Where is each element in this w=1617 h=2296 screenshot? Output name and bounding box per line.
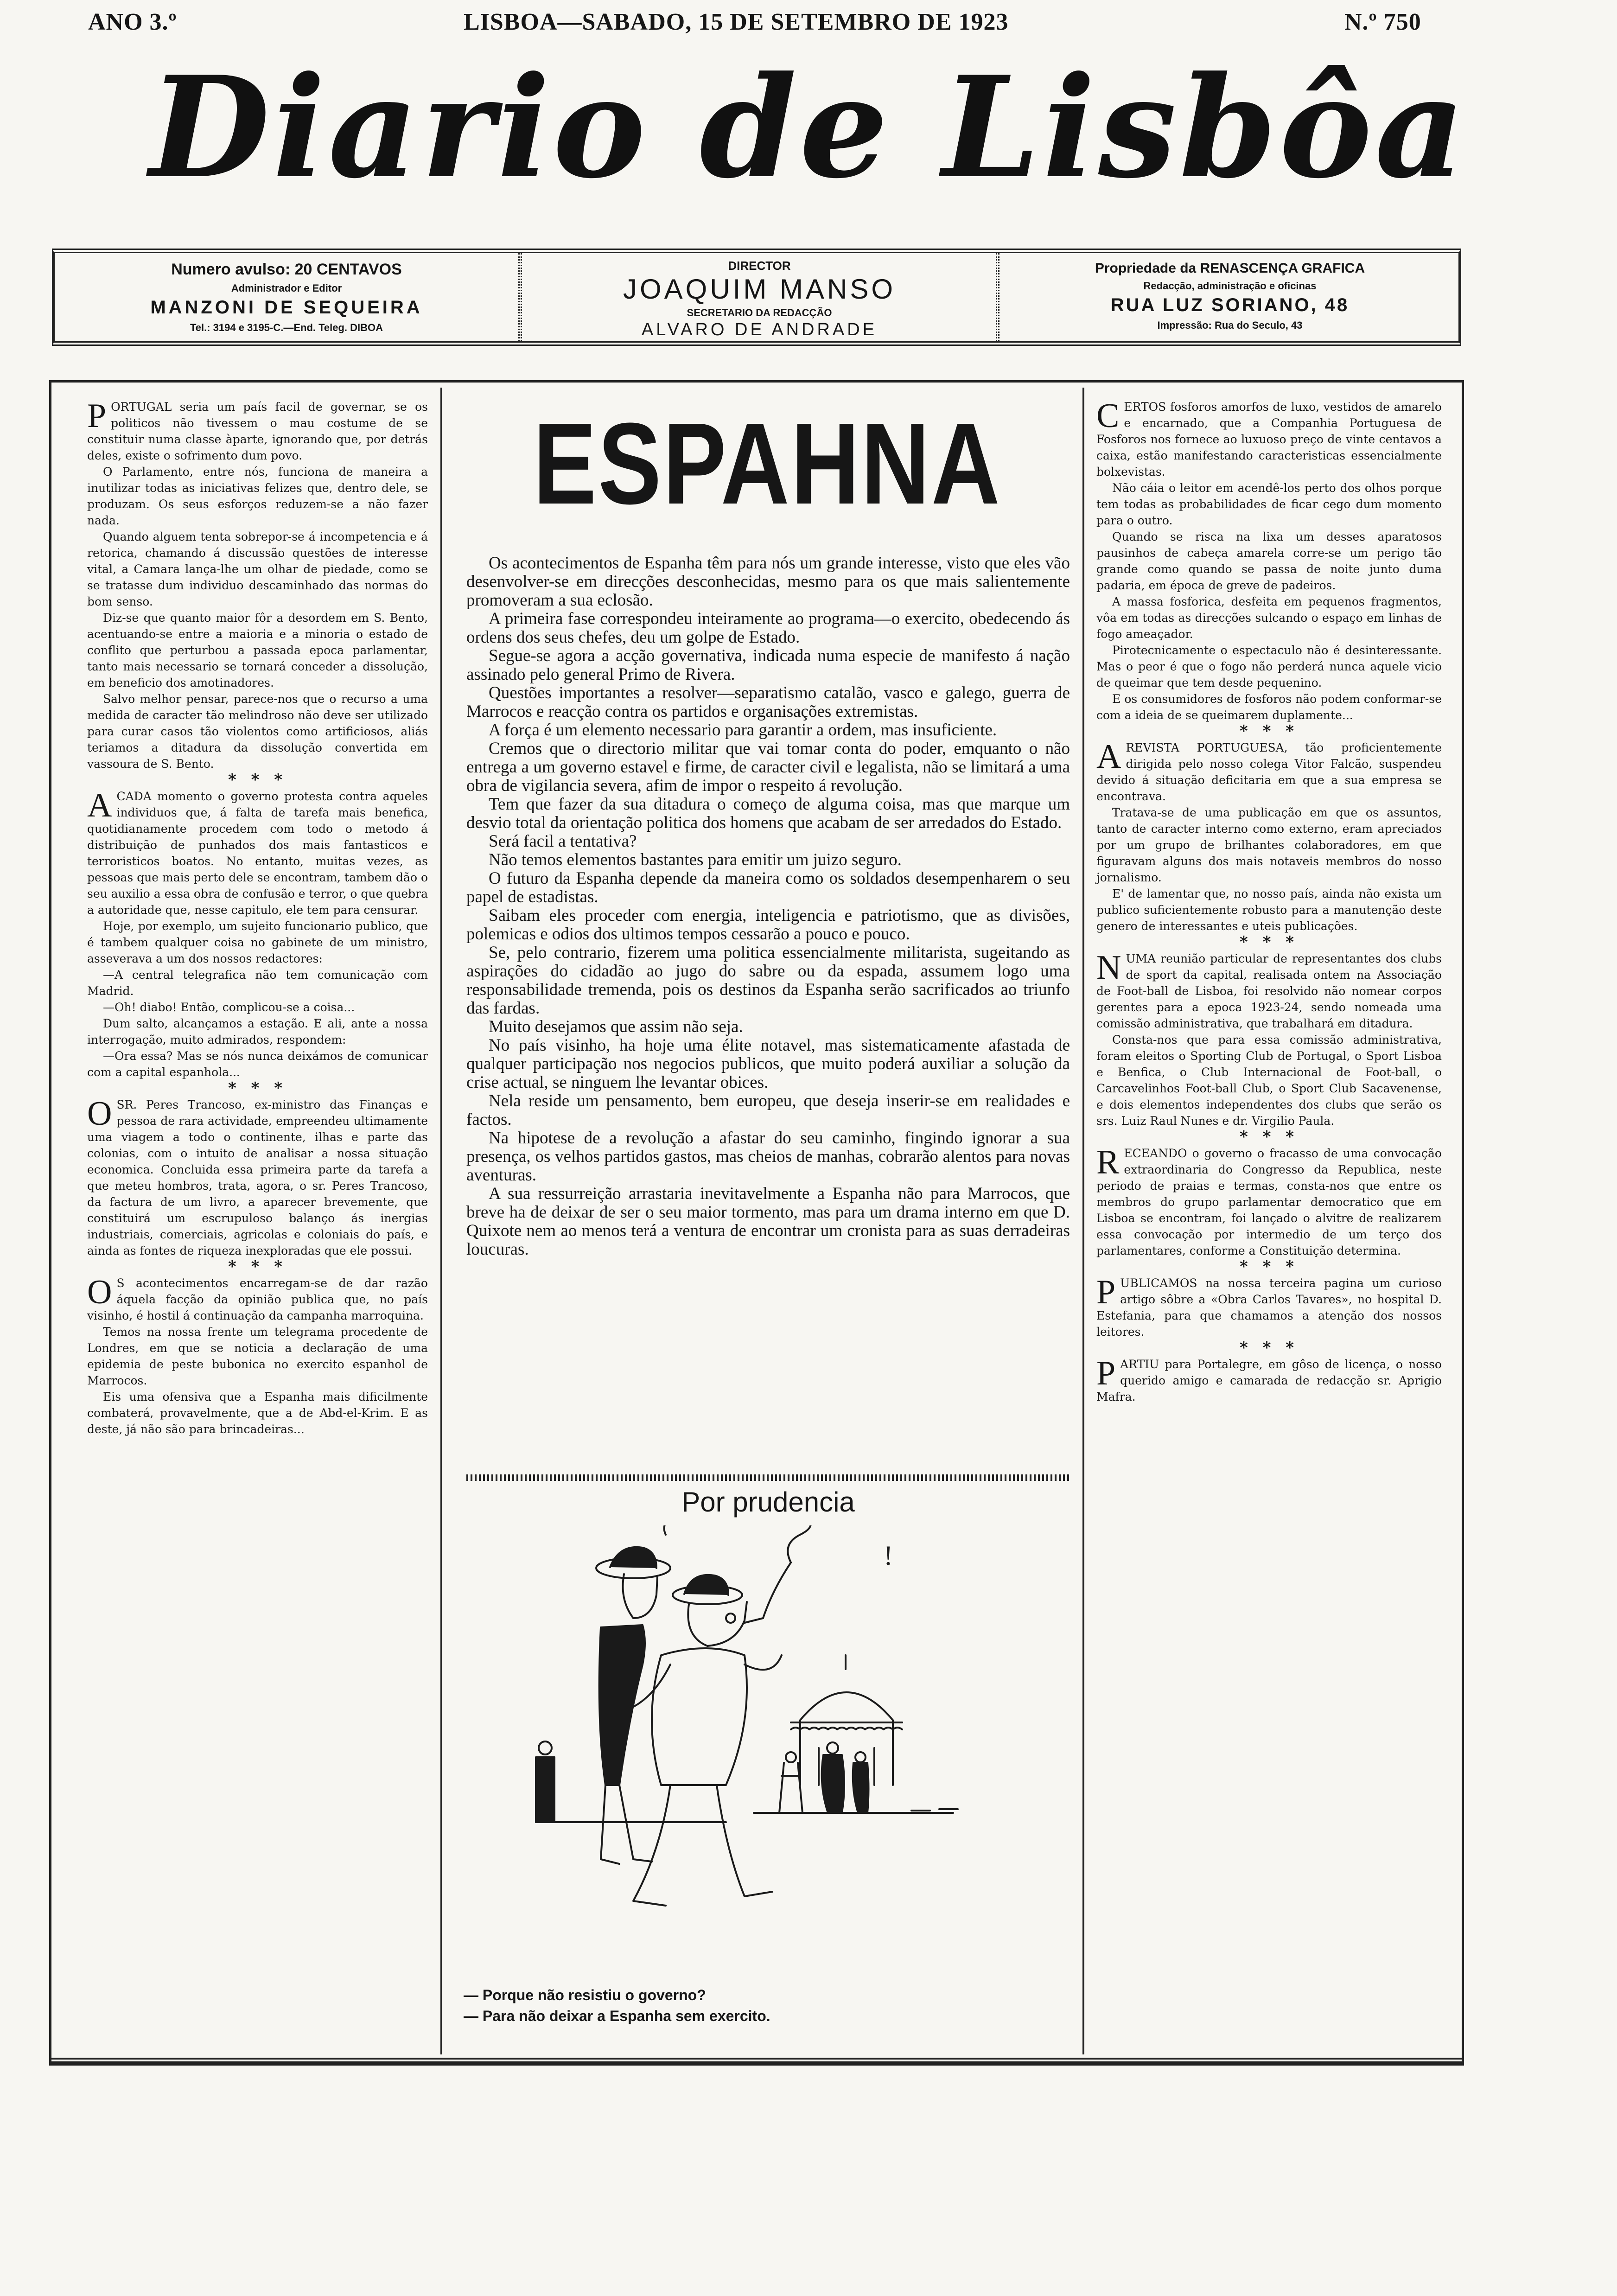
article-text: Consta-nos que para essa comissão administrativa, foram eleitos o Sporting Club de Portugal, o Sport Lisboa e Benfica, o Club Internacional de Foot-ball, o Carcavelinhos Foot-ball Club, o Sport Club Sacavenense, e dois elementos independentes dos clubs que serão os srs. Luiz Raul Nunes e dr. Virgilio Paula. [1096, 1033, 1442, 1128]
section-separator: * * * [1239, 1339, 1299, 1357]
article-text: UBLICAMOS na nossa terceira pagina um curioso artigo sôbre a «Obra Carlos Tavares», no hospital D. Estefania, para que chamamos a atenção dos nossos leitores. [1096, 1276, 1442, 1339]
dome-building [800, 1692, 893, 1785]
article-text: A força é um elemento necessario para garantir a ordem, mas insuficiente. [489, 721, 997, 740]
article-text: Saibam eles proceder com energia, inteligencia e patriotismo, que as divisões, polemicas e odios dos ultimos tempos cessarão a pouco e pouco. [466, 906, 1070, 944]
article-congress [1096, 1145, 1442, 1259]
price-line: Numero avulso: 20 CENTAVOS [171, 261, 402, 278]
drop-cap: O [87, 1273, 112, 1311]
article-text: Segue-se agora a acção governativa, indicada numa especie de manifesto á nação assinado pelo general Primo de Rivera. [466, 646, 1070, 684]
article-text: Diz-se que quanto maior fôr a desordem em S. Bento, acentuando-se entre a maioria e a minoria o estado de conflito que perturbou a passada epoca parlamentar, tanto mais necessario se tornará conceder a dissolução, em beneficio dos amotinadores. [87, 611, 428, 689]
article-text: E' de lamentar que, no nosso país, ainda não exista um publico suficientemente robusto para a manutenção deste genero de interessantes e uteis publicações. [1096, 887, 1442, 933]
issue-number: N.º 750 [1344, 9, 1421, 35]
drop-cap: A [1096, 738, 1121, 776]
cartoon-caption-question: — Porque não resistiu o governo? [464, 1987, 706, 2003]
article-text: —Oh! diabo! Então, complicou-se a coisa... [103, 1001, 355, 1014]
article-third-page [1096, 1275, 1442, 1340]
article-text: Cremos que o directorio militar que vai tomar conta do poder, emquanto o não entrega a um governo estavel e firme, de caracter civil e legalista, não se limitará a uma obra de vigilancia severa, afim de impor o respeito á revolução. [466, 739, 1070, 795]
svg-text:!: ! [884, 1540, 893, 1571]
article-text: ORTUGAL seria um país facil de governar, se os politicos não tivessem o mau costume de se constituir numa classe àparte, ignorando que, por detrás deles, existe o sofrimento dum povo. [87, 400, 428, 462]
article-text: A primeira fase correspondeu inteiramente ao programa—o exercito, obedecendo ás ordens dos seus chefes, deu um golpe de Estado. [466, 609, 1070, 647]
drop-cap: R [1096, 1143, 1120, 1181]
article-text: Quando se risca na lixa um desses aparatosos pausinhos de cabeça amarela corre-se um perigo tão grande como quando se passa de noite junto duma padaria, em época de greve de padeiros. [1096, 530, 1442, 592]
drop-cap: P [1096, 1354, 1116, 1392]
article-text: O futuro da Espanha depende da maneira como os soldados desempenharem o seu papel de estadistas. [466, 869, 1070, 906]
article-text: Muito desejamos que assim não seja. [489, 1017, 743, 1036]
article-text: Os acontecimentos de Espanha têm para nós um grande interesse, visto que eles vão desenvolver-se em direcções desconhecidas, mesmo para os que mais salientemente promoveram a sua eclosão. [466, 554, 1070, 610]
section-separator: * * * [228, 771, 287, 789]
article-text: CADA momento o governo protesta contra aqueles individuos que, á falta de tarefa mais benefica, quotidianamente procedem com todo o metodo á distribuição de punhados dos mais fantasticos e terroristicos boatos. No entanto, muitas vezes, as pessoas que mais perto dele se encontram, tambem dão o seu auxilio a essa obra de confusão e terror, o que quebra a autoridade que, nesse capitulo, ele tem para censurar. [87, 790, 428, 917]
section-separator: * * * [228, 1079, 287, 1097]
cartoon-title: Por prudencia [681, 1486, 855, 1518]
drop-cap: A [87, 786, 112, 824]
section-separator: * * * [1239, 1128, 1299, 1146]
section-separator: * * * [1239, 933, 1299, 951]
cartoon-illustration [466, 1525, 1070, 1966]
article-matches [1096, 399, 1442, 723]
owner-line: Propriedade da RENASCENÇA GRAFICA [1095, 261, 1365, 276]
drop-cap: N [1096, 949, 1121, 987]
band-left [55, 253, 518, 341]
article-text: Não cáia o leitor em acendê-los perto dos olhos porque tem todas as probabilidades de ficar cego dum momento para o outro. [1096, 481, 1442, 527]
page-bottom-rule [49, 2058, 1464, 2063]
column-rule [440, 388, 442, 2054]
dashed-divider [466, 1474, 1070, 1481]
article-revista-portuguesa [1096, 740, 1442, 934]
article-text: Não temos elementos bastantes para emitir um juizo seguro. [489, 850, 902, 869]
telephone-line: Tel.: 3194 e 3195-C.—End. Teleg. DIBOA [190, 322, 383, 333]
masthead-title: Diario de Lisbôa [149, 45, 1468, 209]
drop-cap: O [87, 1095, 112, 1133]
secretary-name: ALVARO DE ANDRADE [641, 320, 878, 339]
article-text: Pirotecnicamente o espectaculo não é desinteressante. Mas o peor é que o fogo não perderá nunca aquele vicio de queimar que tem desde pequenino. [1096, 644, 1442, 689]
article-text: Temos na nossa frente um telegrama procedente de Londres, em que se noticia a declaração de uma epidemia de peste bubonica no exercito espanhol de Marrocos. [87, 1325, 428, 1387]
article-text: REVISTA PORTUGUESA, tão proficientemente dirigida pelo nosso colega Vitor Falcão, suspendeu devido á situação deficitaria em que a sua empresa se encontrava. [1096, 741, 1442, 803]
article-text: A massa fosforica, desfeita em pequenos fragmentos, vôa em todas as direcções sulcando o espaço em linhas de fogo ameaçador. [1096, 595, 1442, 641]
article-text: Será facil a tentativa? [489, 832, 637, 851]
article-departure [1096, 1356, 1442, 1405]
article-text: No país visinho, ha hoje uma élite notavel, mas sistematicamente afastada de qualquer participação nos negocios publicos, que muito poderá auxiliar a solução da crise actual, se ninguem lhe levantar obices. [466, 1036, 1070, 1092]
article-text: Quando alguem tenta sobrepor-se á incompetencia e á retorica, chamando á discussão questões de interesse vital, a Camara lança-lhe um olhar de piedade, como se se tratasse dum individuo descaminhado das normas do bom senso. [87, 530, 428, 608]
article-peres-trancoso [87, 1097, 428, 1259]
address-line: RUA LUZ SORIANO, 48 [1110, 295, 1350, 315]
article-parliament [87, 399, 428, 772]
article-text: E os consumidores de fosforos não podem conformar-se com a ideia de se queimarem duplamente... [1096, 692, 1442, 722]
article-text: ARTIU para Portalegre, em gôso de licença, o nosso querido amigo e camarada de redacção sr. Aprigio Mafra. [1096, 1358, 1442, 1403]
article-text: S acontecimentos encarregam-se de dar razão áquela facção da opinião publica que, no país visinho, é hostil á continuação da campanha marroquina. [87, 1276, 428, 1322]
article-football [1096, 950, 1442, 1129]
section-separator: * * * [1239, 722, 1299, 740]
article-text: UMA reunião particular de representantes dos clubs de sport da capital, realisada ontem na Associação de Foot-ball de Lisboa, foi resolvido não nomear corpos gerentes para a epoca 1923-24, sendo nomeada uma comissão administrativa, que trabalhará em ditadura. [1096, 952, 1442, 1030]
band-right [1000, 253, 1459, 341]
article-text: Na hipotese de a revolução a afastar do seu caminho, fingindo ignorar a sua presença, os velhos partidos gastos, mas cheios de manhas, cobrarão alentos para novas aventuras. [466, 1129, 1070, 1185]
director-name: JOAQUIM MANSO [623, 274, 896, 305]
article-rumours [87, 788, 428, 1080]
article-text: Dum salto, alcançamos a estação. E ali, ante a nossa interrogação, muito admirados, respondem: [87, 1017, 428, 1046]
drop-cap: P [1096, 1273, 1116, 1311]
column-rule [1082, 388, 1084, 2054]
cartoon-caption-answer: — Para não deixar a Espanha sem exercito. [464, 2008, 770, 2024]
printing-line: Impressão: Rua do Seculo, 43 [1157, 319, 1303, 331]
masthead-info-band [52, 249, 1461, 346]
secretary-label: SECRETARIO DA REDACÇÃO [687, 307, 832, 319]
right-column [1096, 399, 1442, 1405]
article-text: —Ora essa? Mas se nós nunca deixámos de comunicar com a capital espanhola... [87, 1049, 428, 1079]
band-center [523, 253, 996, 341]
section-separator: * * * [228, 1257, 287, 1276]
article-text: Eis uma ofensiva que a Espanha mais dificilmente combaterá, provavelmente, que a de Abd-el-Krim. E as deste, já não são para brincadeiras... [87, 1390, 428, 1436]
article-text: Nela reside um pensamento, bem europeu, que deseja inserir-se em realidades e factos. [466, 1091, 1070, 1129]
section-separator: * * * [1239, 1257, 1299, 1276]
band-divider [996, 253, 999, 341]
director-label: DIRECTOR [728, 259, 791, 273]
article-text: O Parlamento, entre nós, funciona de maneira a inutilizar todas as iniciativas felizes que, dentro dele, se produzam. Os seus esforços reduzem-se a não fazer nada. [87, 465, 428, 527]
article-text: Hoje, por exemplo, um sujeito funcionario publico, que é tambem qualquer coisa no gabinete de um ministro, asseverava a um dos nossos redactores: [87, 919, 428, 965]
article-text: A sua ressurreição arrastaria inevitavelmente a Espanha não para Marrocos, que breve ha de deixar de ser o seu maior tormento, mas para um drama interno em que D. Quixote nem ao menos terá a ventura de encontrar um cronista para as suas derradeiras loucuras. [466, 1184, 1070, 1259]
article-text: Tem que fazer da sua ditadura o começo de alguma coisa, mas que marque um desvio total da orientação politica dos homens que acabam de ser arredados do Estado. [466, 795, 1070, 832]
article-text: SR. Peres Trancoso, ex-ministro das Finanças e pessoa de rara actividade, empreendeu ultimamente uma viagem a todo o continente, ilhas e parte das colonias, com o intuito de analisar a nossa situação economica. Concluida essa primeira parte da tarefa a que meteu hombros, trata, agora, o sr. Peres Trancoso, da factura de um livro, a aparecer brevemente, que constituirá um escrupuloso balanço ás inergias industriais, comerciais, agricolas e coloniais do país, e ainda as fontes de riqueza inexploradas que ele possui. [87, 1098, 428, 1257]
drop-cap: C [1096, 397, 1120, 435]
volume-label: ANO 3.º [88, 9, 177, 35]
band-divider [518, 253, 522, 341]
lead-article [466, 554, 1070, 1259]
main-headline: ESPAHNA [533, 399, 1002, 528]
left-column [87, 399, 428, 1437]
article-text: Questões importantes a resolver—separatismo catalão, vasco e galego, guerra de Marrocos e reacção contra os partidos e organisações extremistas. [466, 683, 1070, 721]
drop-cap: P [87, 397, 107, 435]
article-text: —A central telegrafica não tem comunicação com Madrid. [87, 968, 428, 998]
administrator-label: Administrador e Editor [231, 282, 342, 294]
article-text: Se, pelo contrario, fizerem uma politica essencialmente militarista, sugeitando as aspirações do cidadão ao jugo do sabre ou da espada, assumem logo uma responsabilidade tremenda, pois os destinos da Espanha serão sacrificados ao triunfo das fardas. [466, 943, 1070, 1018]
article-morocco-plague [87, 1275, 428, 1437]
article-text: Salvo melhor pensar, parece-nos que o recurso a uma medida de caracter tão melindroso não deve ser utilizado para curar casos tão violentos como artificiosos, aliás teriamos a ditadura da dissolução convertida em vassoura de S. Bento. [87, 692, 428, 771]
administrator-name: MANZONI DE SEQUEIRA [150, 297, 423, 318]
offices-label: Redacção, administração e oficinas [1143, 280, 1317, 292]
article-text: ERTOS fosforos amorfos de luxo, vestidos de amarelo e encarnado, que a Companhia Portuguesa de Fosforos nos fornece ao luxuoso preço de vinte centavos a caixa, estão manifestando caracteristicas essencialmente bolxevistas. [1096, 400, 1442, 478]
dateline: LISBOA—SABADO, 15 DE SETEMBRO DE 1923 [464, 9, 1009, 35]
article-text: ECEANDO o governo o fracasso de uma convocação extraordinaria do Congresso da Republica, neste periodo de praias e termas, consta-nos que entre os membros do grupo parlamentar democratico que em Lisboa se encontram, foi lançado o alvitre de realizarem essa convocação por intermedio de um terço dos parlamentares, conforme a Constituição determina. [1096, 1147, 1442, 1257]
article-text: Tratava-se de uma publicação em que os assuntos, tanto de caracter interno como externo, eram apreciados por um grupo de brilhantes colaboradores, em que figuravam alguns dos mais notaveis membros do nosso jornalismo. [1096, 806, 1442, 884]
